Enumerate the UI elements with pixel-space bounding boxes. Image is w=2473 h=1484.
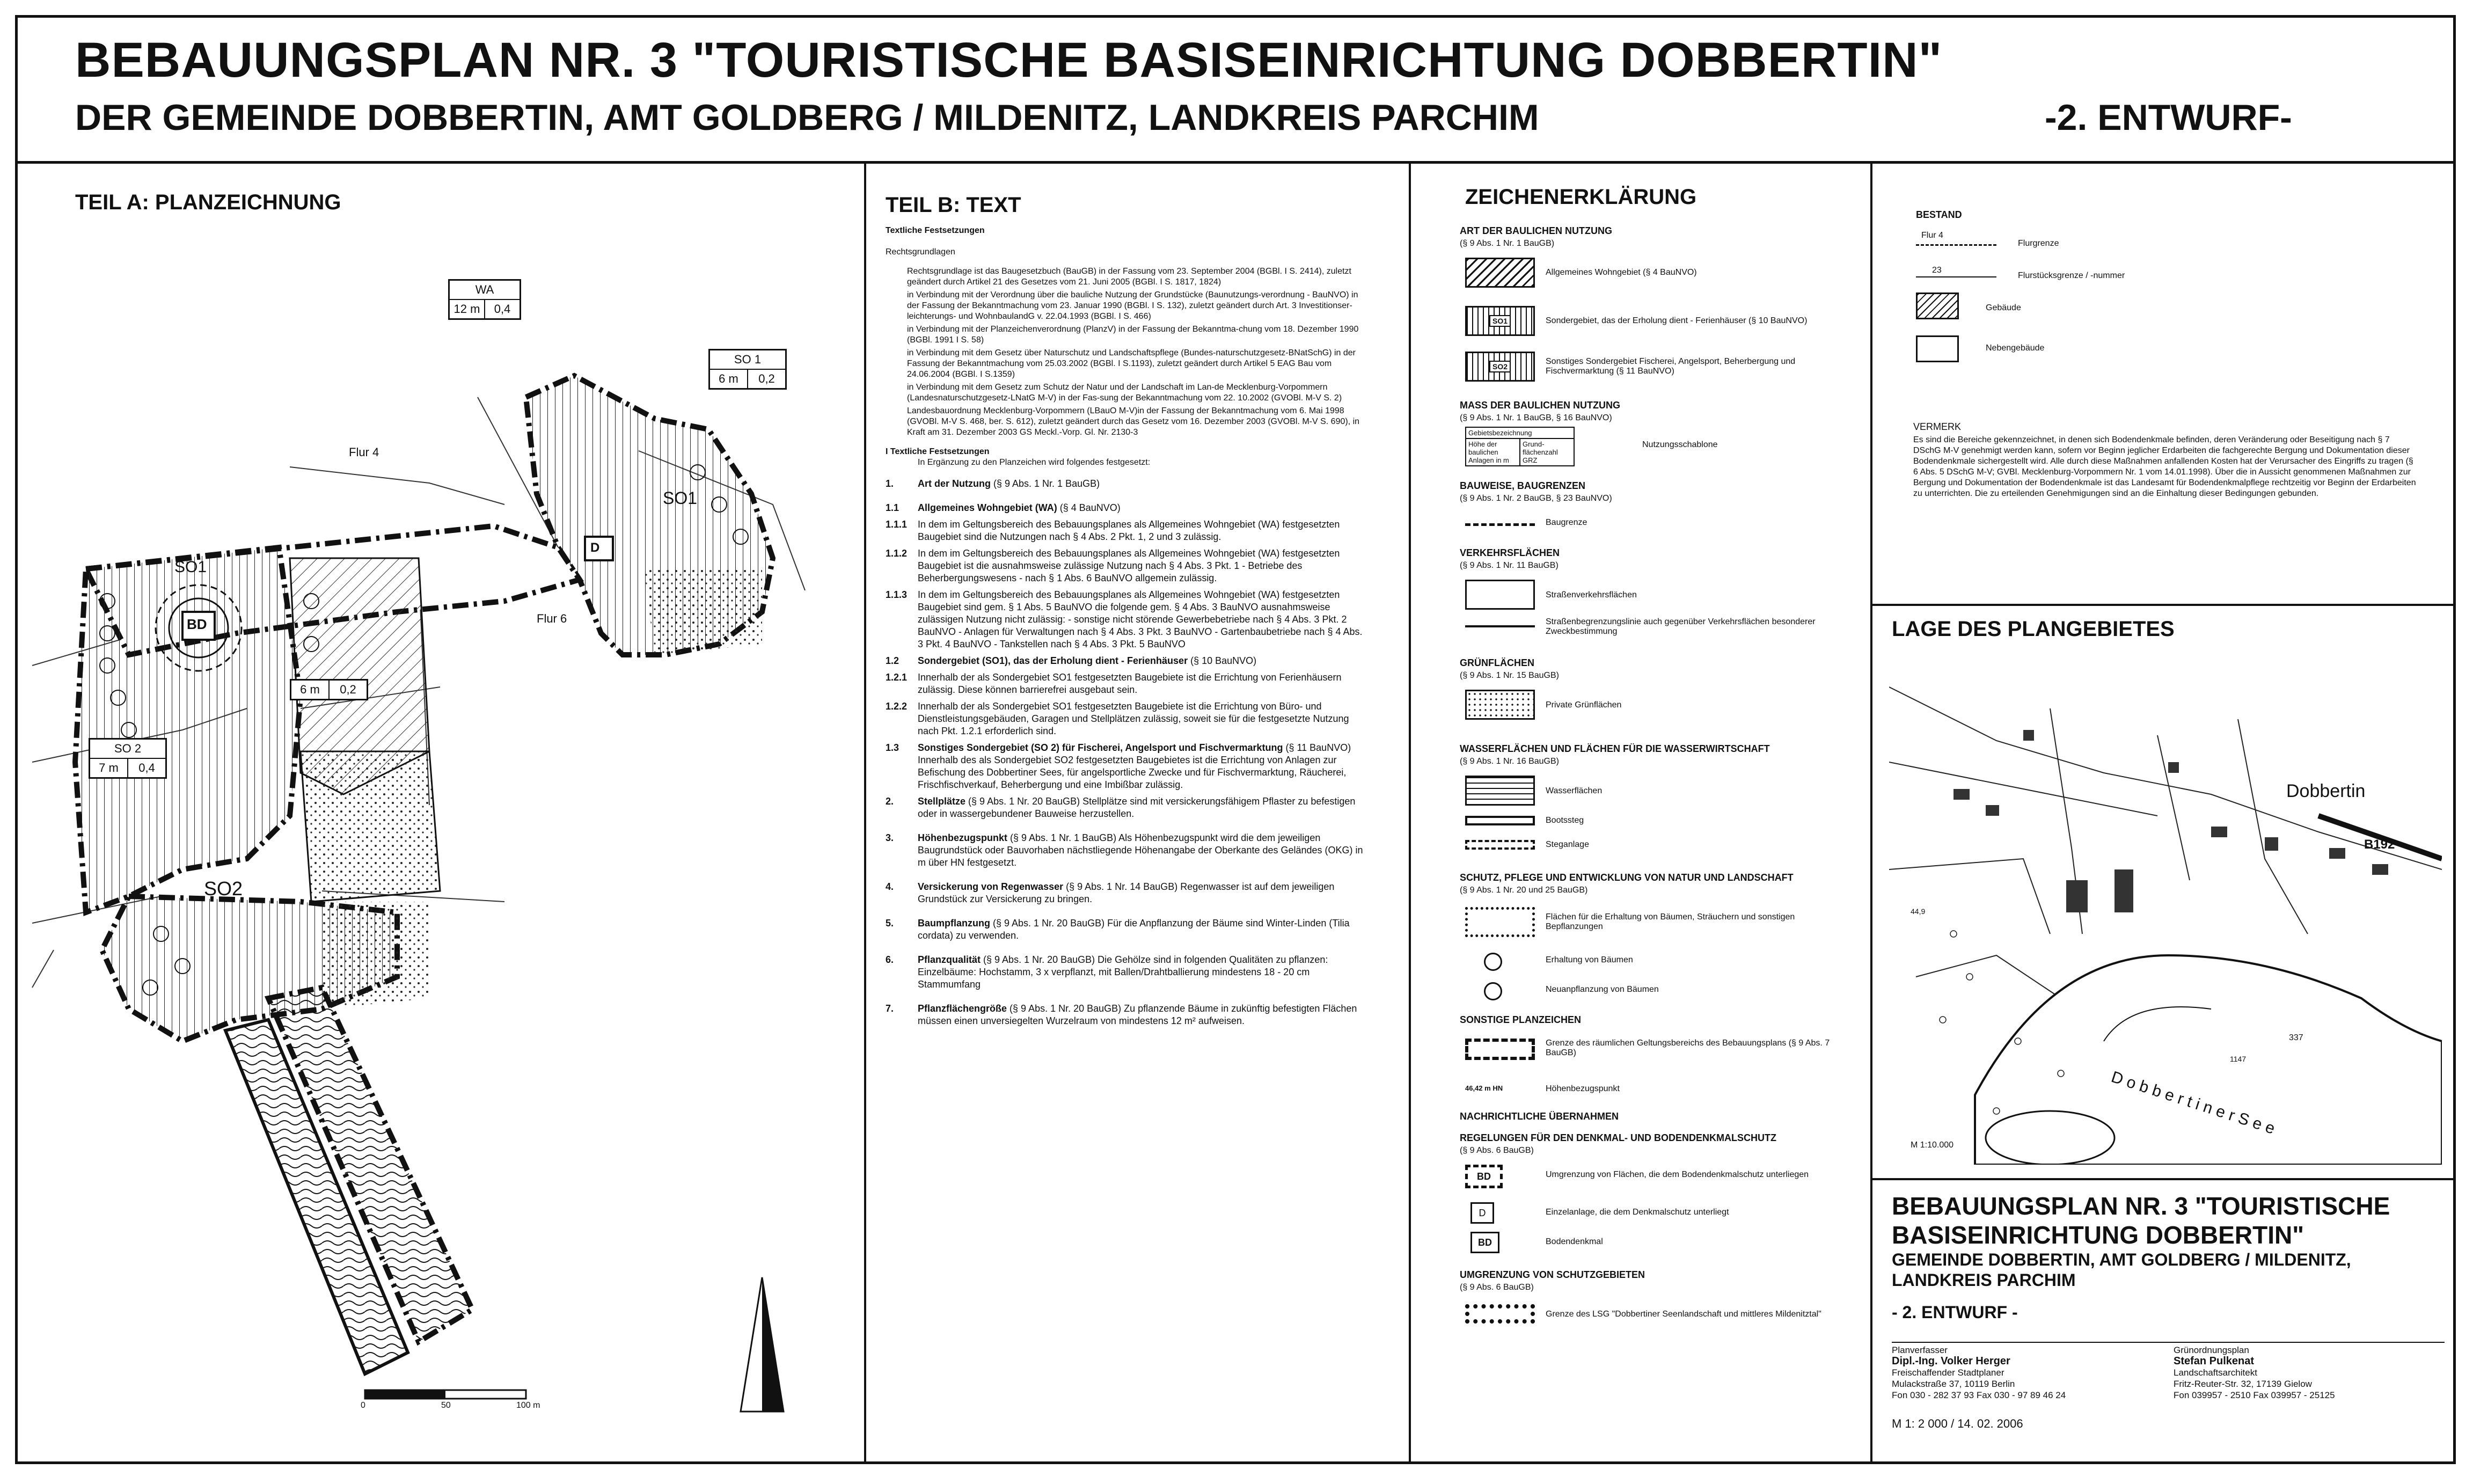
festsetzung-title: Pflanzflächengröße [918, 1003, 1007, 1014]
divider-legend-right [1870, 161, 1872, 1464]
legend-sym-steg [1465, 840, 1535, 850]
tag-wa-inner: 6 m 0,2 [290, 679, 368, 700]
scale-0: 0 [361, 1401, 365, 1410]
legend-gruen-label: Private Grünflächen [1546, 700, 1622, 710]
festsetzungen-list [886, 478, 1369, 1027]
festsetzung-item [886, 502, 1369, 514]
festsetzung-title: Allgemeines Wohngebiet (WA) [918, 502, 1057, 513]
bestand-sym-flurstueck [1916, 276, 1996, 277]
legend-group-bauweise-ref: (§ 9 Abs. 1 Nr. 2 BauGB, § 23 BauNVO) [1460, 494, 1612, 503]
festsetzung-body: (§ 11 BauNVO) Innerhalb des als Sondergebiet SO2 festgesetzten Baugebietes ist die Errichtung von Anlagen zur Befischung des Dobbertiner Sees, für angelsportliche Zwecke und für Fischvermarktung, Räucherei, Frischfischverkauf, Beherbergung und eine Imbißbar zulässig. [918, 742, 1351, 790]
festsetzung-number: 1.1.3 [886, 589, 908, 600]
festsetzung-title: Pflanzqualität [918, 954, 981, 965]
lage-spot2: 337 [2289, 1033, 2303, 1042]
legend-group-wasser: WASSERFLÄCHEN UND FLÄCHEN FÜR DIE WASSERWIRTSCHAFT [1460, 743, 1770, 754]
title-block [1892, 1191, 2445, 1322]
divider-a-b [864, 161, 866, 1464]
lage-road: B192 [2364, 837, 2395, 852]
festsetzung-title: Art der Nutzung [918, 478, 991, 489]
legend-sym-so2: SO2 [1465, 352, 1535, 382]
legend-sym-baum-neu [1484, 982, 1502, 1000]
legend-sym-boden: BD [1470, 1232, 1499, 1253]
tb-planverfasser: Planverfasser Dipl.-Ing. Volker Herger Freischaffender Stadtplaner Mulackstraße 37, 10119 Berlin Fon 030 - 282 37 93 Fax 030 - 97 89 46 24 [1892, 1345, 2066, 1400]
festsetzung-body: (§ 4 BauNVO) [1059, 502, 1121, 513]
festsetzung-body: (§ 9 Abs. 1 Nr. 20 BauGB) Zu pflanzende Bäume in zukünftig befestigten Flächen müssen einen unversiegelten Wurzelraum von mindestens 12 m² aufweisen. [918, 1003, 1357, 1026]
divider-b-legend [1409, 161, 1411, 1464]
plan-title: BEBAUUNGSPLAN NR. 3 "TOURISTISCHE BASISEINRICHTUNG DOBBERTIN" [75, 33, 1943, 87]
legend-group-verkehr: VERKEHRSFLÄCHEN [1460, 547, 1560, 558]
legend-group-schutz-ref: (§ 9 Abs. 6 BauGB) [1460, 1283, 1534, 1292]
festsetzung-title: Sonstiges Sondergebiet (SO 2) für Fischerei, Angelsport und Fischvermarktung [918, 742, 1283, 753]
legend-group-verkehr-ref: (§ 9 Abs. 1 Nr. 11 BauGB) [1460, 561, 1559, 570]
map-label-flur4: Flur 4 [349, 445, 379, 459]
festsetzung-item [886, 589, 1369, 650]
legend-item-so2: SO2 Sonstiges Sondergebiet Fischerei, Angelsport, Beherbergung und Fischvermarktung (§ 11 BauNVO) [1465, 352, 1846, 382]
legend-sym-gruen [1465, 690, 1535, 720]
festsetzung-body: In dem im Geltungsbereich des Bebauungsplanes als Allgemeines Wohngebiet (WA) festgesetzten Baugebiet sind gem. § 1 Abs. 5 BauNVO die folgende gem. § 4 Abs. 3 BauNVO ausnahmsweise zulässigen Nutzung nicht zulässig: - sonstige nicht störende Gewerbebetriebe nach § 4 Abs. 3 Pkt. 2 BauNVO - Anlagen für Verwaltungen nach § 4 Abs. 3 Pkt. 3 BauNVO - Gartenbaubetriebe nach § 4 Abs. 3 Pkt. 4 BauNVO - Tankstellen nach § 4 Abs. 3 Pkt. 5 BauNVO [918, 589, 1363, 649]
rechtsgrundlage-item: in Verbindung mit dem Gesetz zum Schutz der Natur und der Landschaft im Lan-de Mecklenburg-Vorpommern (Landesnaturschutzgesetz-LNatG M-V) in der Fas-sung der Bekanntmachung vom 22. 10.2002 (GVOBl. M-V S. 2) [907, 383, 1342, 403]
legend-sym-hoehe: 46,42 m HN [1465, 1084, 1503, 1092]
lage-heading: LAGE DES PLANGEBIETES [1892, 617, 2175, 641]
legend-heading: ZEICHENERKLÄRUNG [1465, 185, 1697, 209]
legend-group-sonstige: SONSTIGE PLANZEICHEN [1460, 1014, 1582, 1025]
tb-line4: LANDKREIS PARCHIM [1892, 1270, 2076, 1290]
festsetzung-number: 1.1.1 [886, 519, 908, 530]
legend-boden-label: Bodendenkmal [1546, 1237, 1603, 1246]
festsetzung-body: Innerhalb der als Sondergebiet SO1 festgesetzten Baugebiete ist die Errichtung von Ferienhäusern zulässig. Diese können barrierefrei ausgebaut sein. [918, 672, 1342, 695]
bestand-heading: BESTAND [1916, 209, 1962, 220]
vermerk-text: Es sind die Bereiche gekennzeichnet, in denen sich Bodendenkmale befinden, deren Veränderung oder Beseitigung nach § 7 DSchG M-V genehmigt werden kann, sofern vor Beginn jeglicher Erdarbeiten die fachgerechte Bergung und Dokumentation dieser Bodendenkmale sichergestellt wird. Alle durch diese Maßnahmen anfallenden Kosten hat der Verursacher des Eingriffs zu tragen (§ 6 Abs. 5 DSchG M-V; GVBl. Mecklenburg-Vorpommern Nr. 1 vom 14.01.1998). Über die in Aussicht genommenen Maßnahmen zur Bergung und Dokumentation der Bodendenkmale ist das Landesamt für Bodendenkmalpflege rechtzeitig vor Beginn der Erdarbeiten zu unterrichten. Die zu erteilenden Genehmigungen sind an die Einhaltung dieser Bedingungen gebunden. [1913, 435, 2416, 498]
tb-line3: GEMEINDE DOBBERTIN, AMT GOLDBERG / MILDENITZ, [1892, 1250, 2351, 1269]
legend-group-wasser-ref: (§ 9 Abs. 1 Nr. 16 BauGB) [1460, 757, 1559, 766]
tb-gruenordnung: Grünordnungsplan Stefan Pulkenat Landschaftsarchitekt Fritz-Reuter-Str. 32, 17139 Gielow Fon 039957 - 2510 Fax 039957 - 25125 [2174, 1345, 2335, 1400]
legend-wasser-label: Wasserflächen [1546, 786, 1603, 795]
festsetzung-item [886, 832, 1369, 869]
lage-lake: D o b b e r t i n e r S e e [2109, 1068, 2277, 1138]
teil-b-sub: Textliche Festsetzungen [886, 226, 985, 235]
map-label-so1-west: SO1 [174, 558, 207, 576]
map-label-d: D [590, 540, 600, 555]
legend-group-denkmal: REGELUNGEN FÜR DEN DENKMAL- UND BODENDENKMALSCHUTZ [1460, 1132, 1776, 1143]
festsetzung-body: (§ 9 Abs. 1 Nr. 14 BauGB) Regenwasser ist auf dem jeweiligen Grundstück zur Versickerung zu bringen. [918, 881, 1335, 904]
festsetzungen-intro: In Ergänzung zu den Planzeichen wird folgendes festgesetzt: [918, 458, 1151, 467]
legend-group-schutz: UMGRENZUNG VON SCHUTZGEBIETEN [1460, 1269, 1645, 1280]
legend-group-mass-ref: (§ 9 Abs. 1 Nr. 1 BauGB, § 16 BauNVO) [1460, 413, 1612, 422]
festsetzung-number: 3. [886, 832, 894, 843]
tag-so2: SO 2 7 m 0,4 [89, 738, 167, 779]
legend-group-art: ART DER BAULICHEN NUTZUNG [1460, 225, 1612, 236]
legend-baum-neu-label: Neuanpflanzung von Bäumen [1546, 985, 1659, 994]
legend-item-so1: SO1 Sondergebiet, das der Erholung dient - Ferienhäuser (§ 10 BauNVO) [1465, 306, 1846, 336]
festsetzung-item [886, 795, 1369, 820]
legend-boots-label: Bootssteg [1546, 816, 1584, 825]
festsetzung-item [886, 700, 1369, 737]
legend-denk-einzel-label: Einzelanlage, die dem Denkmalschutz unterliegt [1546, 1208, 1729, 1217]
festsetzung-item [886, 671, 1369, 696]
legend-sym-wasser [1465, 776, 1535, 806]
bestand-flurgrenze-label: Flurgrenze [2018, 239, 2059, 248]
legend-group-gruen: GRÜNFLÄCHEN [1460, 657, 1534, 668]
tb-line1: BEBAUUNGSPLAN NR. 3 "TOURISTISCHE [1892, 1192, 2390, 1220]
legend-sym-denk-flaeche: BD [1465, 1165, 1503, 1188]
legend-lsg-label: Grenze des LSG "Dobbertiner Seenlandschaft und mittleres Mildenitztal" [1546, 1310, 1821, 1319]
legend-item-wa: Allgemeines Wohngebiet (§ 4 BauNVO) [1465, 258, 1846, 288]
rechtsgrundlage-item: Landesbauordnung Mecklenburg-Vorpommern (LBauO M-V)in der Fassung der Bekanntmachung vom 6. Mai 1998 (GVOBl. M-V S. 468, ber. S. 612), zuletzt geändert durch das Gesetz vom 16. Dezember 2003 (GVOBl. M-V S. 690), in Kraft am 31. Dezember 2003 GS Meckl.-Vorp. Gl. Nr. 2130-3 [907, 406, 1360, 437]
festsetzung-number: 1.2.2 [886, 701, 908, 712]
legend-sym-strassen [1465, 580, 1535, 610]
legend-sym-wa [1465, 258, 1535, 288]
festsetzung-item [886, 881, 1369, 905]
festsetzung-body: In dem im Geltungsbereich des Bebauungsplanes als Allgemeines Wohngebiet (WA) festgesetzten Baugebiet ist die ausnahmsweise zulässige Nutzung nach § 4 Abs. 3 Pkt. 1 - Betriebe des Beherbergungswesens - nach § 1 Abs. 6 BauNVO allgemein zulässig. [918, 548, 1340, 583]
festsetzung-number: 1.2 [886, 655, 899, 666]
legend-sym-schablone: Gebietsbezeichnung Höhe der baulichen Anlagen in m Grund-flächenzahl GRZ [1465, 427, 1575, 466]
festsetzung-number: 4. [886, 881, 894, 892]
rechtsgrundlage-item: in Verbindung mit dem Gesetz über Naturschutz und Landschaftspflege (Bundes-naturschutzgesetz-BNatSchG) in der Fassung der Bekanntmachung vom 25.03.2002 (BGBl. I S.1193), zuletzt geändert durch Artikel 5 EAG Bau vom 24.06.2004 (BGBl. I S.1359) [907, 348, 1356, 379]
plan-subtitle: DER GEMEINDE DOBBERTIN, AMT GOLDBERG / MILDENITZ, LANDKREIS PARCHIM [75, 97, 1539, 138]
legend-denk-flaeche-label: Umgrenzung von Flächen, die dem Bodendenkmalschutz unterliegen [1546, 1170, 1809, 1179]
tb-line2: BASISEINRICHTUNG DOBBERTIN" [1892, 1221, 2304, 1249]
tb-divider [1892, 1342, 2445, 1343]
teil-a-heading: TEIL A: PLANZEICHNUNG [75, 191, 341, 214]
legend-group-gruen-ref: (§ 9 Abs. 1 Nr. 15 BauGB) [1460, 671, 1559, 680]
divider-vermerk-lage [1870, 604, 2456, 606]
rechtsgrundlagen-list [907, 266, 1369, 438]
festsetzung-number: 7. [886, 1003, 894, 1014]
festsetzung-body: Innerhalb der als Sondergebiet SO1 festgesetzten Baugebiete ist die Errichtung von Büro- und Dienstleistungsgebäuden, Garagen und Stellplätzen zulässig, soweit sie für die festgesetzte Nutzung nach Pkt. 1.2.1 erforderlich sind. [918, 701, 1349, 736]
tag-wa: WA 12 m 0,4 [448, 279, 521, 320]
festsetzung-number: 1.3 [886, 742, 899, 753]
festsetzung-number: 2. [886, 796, 894, 807]
lage-scale: M 1:10.000 [1911, 1141, 1954, 1150]
teil-b-heading: TEIL B: TEXT [886, 193, 1021, 217]
legend-sym-lsg [1465, 1304, 1535, 1324]
bestand-flur-sym: Flur 4 [1921, 231, 1943, 240]
legend-sym-so1: SO1 [1465, 306, 1535, 336]
festsetzungen-title: I Textliche Festsetzungen [886, 447, 990, 456]
festsetzung-item [886, 478, 1369, 490]
festsetzung-body: (§ 9 Abs. 1 Nr. 20 BauGB) Die Gehölze sind in folgenden Qualitäten zu pflanzen: Einzelbäume: Hochstamm, 3 x verpflanzt, mit Ballen/Drahtballierung mindestens 18 - 20 cm Stammumfang [918, 954, 1328, 990]
legend-hoehe-label: Höhenbezugspunkt [1546, 1084, 1620, 1093]
bestand-gebaeude-label: Gebäude [1986, 303, 2021, 312]
legend-baugrenze-label: Baugrenze [1546, 518, 1587, 527]
festsetzung-body: (§ 9 Abs. 1 Nr. 20 BauGB) Für die Anpflanzung der Bäume sind Winter-Linden (Tilia cordata) zu verwenden. [918, 918, 1350, 941]
teil-b-text [886, 225, 1369, 1039]
tb-draft: - 2. ENTWURF - [1892, 1303, 2018, 1322]
legend-sym-denk-einzel: D [1470, 1202, 1494, 1224]
legend-sym-baum-erhalt [1484, 953, 1502, 971]
scale-50: 50 [441, 1401, 451, 1410]
divider-lage-titleblock [1870, 1178, 2456, 1180]
rechtsgrundlagen-title: Rechtsgrundlagen [886, 247, 955, 257]
bestand-flurstueck-label: Flurstücksgrenze / -nummer [2018, 271, 2125, 280]
rechtsgrundlage-item: Rechtsgrundlage ist das Baugesetzbuch (BauGB) in der Fassung vom 23. September 2004 (BGBl. I S. 2414), zuletzt geändert durch Artikel 21 des Gesetzes vom 21. Juni 2005 (BGBl. I S. 1817, 1824) [907, 267, 1351, 287]
legend-group-natur: SCHUTZ, PFLEGE UND ENTWICKLUNG VON NATUR UND LANDSCHAFT [1460, 872, 1794, 883]
legend-sym-boots [1465, 816, 1535, 825]
festsetzung-body: (§ 9 Abs. 1 Nr. 20 BauGB) Stellplätze sind mit versickerungsfähigem Pflaster zu befestigen oder in wassergebundener Bauweise herzustellen. [918, 796, 1356, 819]
festsetzung-number: 1. [886, 478, 894, 489]
festsetzung-number: 1.2.1 [886, 672, 908, 683]
bestand-neben-label: Nebengebäude [1986, 343, 2045, 353]
legend-sym-baugrenze [1465, 523, 1535, 526]
festsetzung-number: 6. [886, 954, 894, 965]
map-label-so2: SO2 [204, 878, 243, 900]
legend-group-natur-ref: (§ 9 Abs. 1 Nr. 20 und 25 BauGB) [1460, 886, 1588, 895]
festsetzung-title: Versickerung von Regenwasser [918, 881, 1064, 892]
map-label-flur6: Flur 6 [537, 612, 567, 625]
festsetzung-number: 1.1.2 [886, 548, 908, 559]
north-letter: N [735, 1417, 747, 1435]
bestand-sym-gebaeude [1916, 293, 1959, 319]
legend-group-nachricht: NACHRICHTLICHE ÜBERNAHMEN [1460, 1111, 1619, 1122]
festsetzung-body: (§ 9 Abs. 1 Nr. 1 BauGB) [993, 478, 1100, 489]
festsetzung-number: 1.1 [886, 502, 899, 513]
festsetzung-item [886, 655, 1369, 667]
legend-group-bauweise: BAUWEISE, BAUGRENZEN [1460, 480, 1586, 491]
legend-sym-geltung [1465, 1039, 1535, 1060]
tag-so1: SO 1 6 m 0,2 [708, 349, 787, 390]
legend-strassen-label: Straßenverkehrsflächen [1546, 590, 1637, 600]
festsetzung-item [886, 954, 1369, 991]
legend-sym-erhalt-flaeche [1465, 907, 1535, 937]
festsetzung-title: Baumpflanzung [918, 918, 990, 929]
vermerk-heading: VERMERK [1913, 421, 1962, 432]
festsetzung-item [886, 917, 1369, 942]
festsetzung-title: Höhenbezugspunkt [918, 832, 1007, 843]
lage-spot3: 1147 [2230, 1055, 2247, 1063]
legend-erhalt-flaeche-label: Flächen für die Erhaltung von Bäumen, Sträuchern und sonstigen Bepflanzungen [1546, 912, 1795, 931]
bestand-sym-flurgrenze [1916, 244, 1996, 246]
festsetzung-body: (§ 9 Abs. 1 Nr. 1 BauGB) Als Höhenbezugspunkt wird die dem jeweiligen Baugrundstück oder Bauvorhaben nächstliegende Höhenangabe der Oberkante des Geländes (OKG) in m über HN festgesetzt. [918, 832, 1363, 868]
festsetzung-body: (§ 10 BauNVO) [1190, 655, 1257, 666]
tb-scale-date: M 1: 2 000 / 14. 02. 2006 [1892, 1417, 2023, 1430]
legend-baum-erhalt-label: Erhaltung von Bäumen [1546, 955, 1633, 964]
scale-100: 100 m [516, 1401, 540, 1410]
festsetzung-item [886, 518, 1369, 543]
bestand-flurstueck-sym: 23 [1932, 266, 1942, 275]
festsetzung-body: In dem im Geltungsbereich des Bebauungsplanes als Allgemeines Wohngebiet (WA) festgesetzten Baugebiet sind die Nutzungen nach § 4 Abs. 2 Pkt. 1, 2 und 3 zulässig. [918, 519, 1340, 542]
legend-strassenlinie-label: Straßenbegrenzungslinie auch gegenüber Verkehrsflächen besonderer Zweckbestimmung [1546, 617, 1816, 636]
legend-steg-label: Steganlage [1546, 840, 1589, 849]
legend-group-art-ref: (§ 9 Abs. 1 Nr. 1 BauGB) [1460, 239, 1555, 248]
legend-group-mass: MASS DER BAULICHEN NUTZUNG [1460, 400, 1620, 411]
legend-geltung-label: Grenze des räumlichen Geltungsbereichs des Bebauungsplans (§ 9 Abs. 7 BauGB) [1546, 1039, 1830, 1057]
bestand-sym-neben [1916, 335, 1959, 362]
rechtsgrundlage-item: in Verbindung mit der Verordnung über die bauliche Nutzung der Grundstücke (Baunutzungs-verordnung - BauNVO) in der Fassung der Bekanntmachung vom 23. Januar 1990 (BGBl. I S. 132), zuletzt geändert durch Art. 3 Investitionser-leichterungs- und WohnbaulandG v. 22.04.1993 (BGBl. I S. 466) [907, 290, 1358, 321]
legend-schablone-label: Nutzungsschablone [1642, 440, 1718, 449]
festsetzung-item [886, 742, 1369, 791]
legend-sym-strassenlinie [1465, 625, 1535, 627]
header-divider [15, 161, 2456, 164]
festsetzung-number: 5. [886, 918, 894, 929]
map-label-so1-east: SO1 [663, 488, 698, 508]
festsetzung-title: Stellplätze [918, 796, 966, 807]
map-label-bd: BD [187, 616, 207, 632]
festsetzung-title: Sondergebiet (SO1), das der Erholung dient - Ferienhäuser [918, 655, 1188, 666]
lage-spot1: 44,9 [1911, 907, 1926, 916]
rechtsgrundlage-item: in Verbindung mit der Planzeichenverordnung (PlanzV) in der Fassung der Bekanntma-chung vom 18. Dezember 1990 (BGBl. 1991 I S. 58) [907, 325, 1359, 345]
plan-drawing [21, 225, 859, 1449]
festsetzung-item [886, 1003, 1369, 1027]
legend-group-denkmal-ref: (§ 9 Abs. 6 BauGB) [1460, 1146, 1534, 1155]
lage-town: Dobbertin [2286, 781, 2366, 801]
festsetzung-item [886, 547, 1369, 584]
draft-label: -2. ENTWURF- [2045, 97, 2292, 138]
